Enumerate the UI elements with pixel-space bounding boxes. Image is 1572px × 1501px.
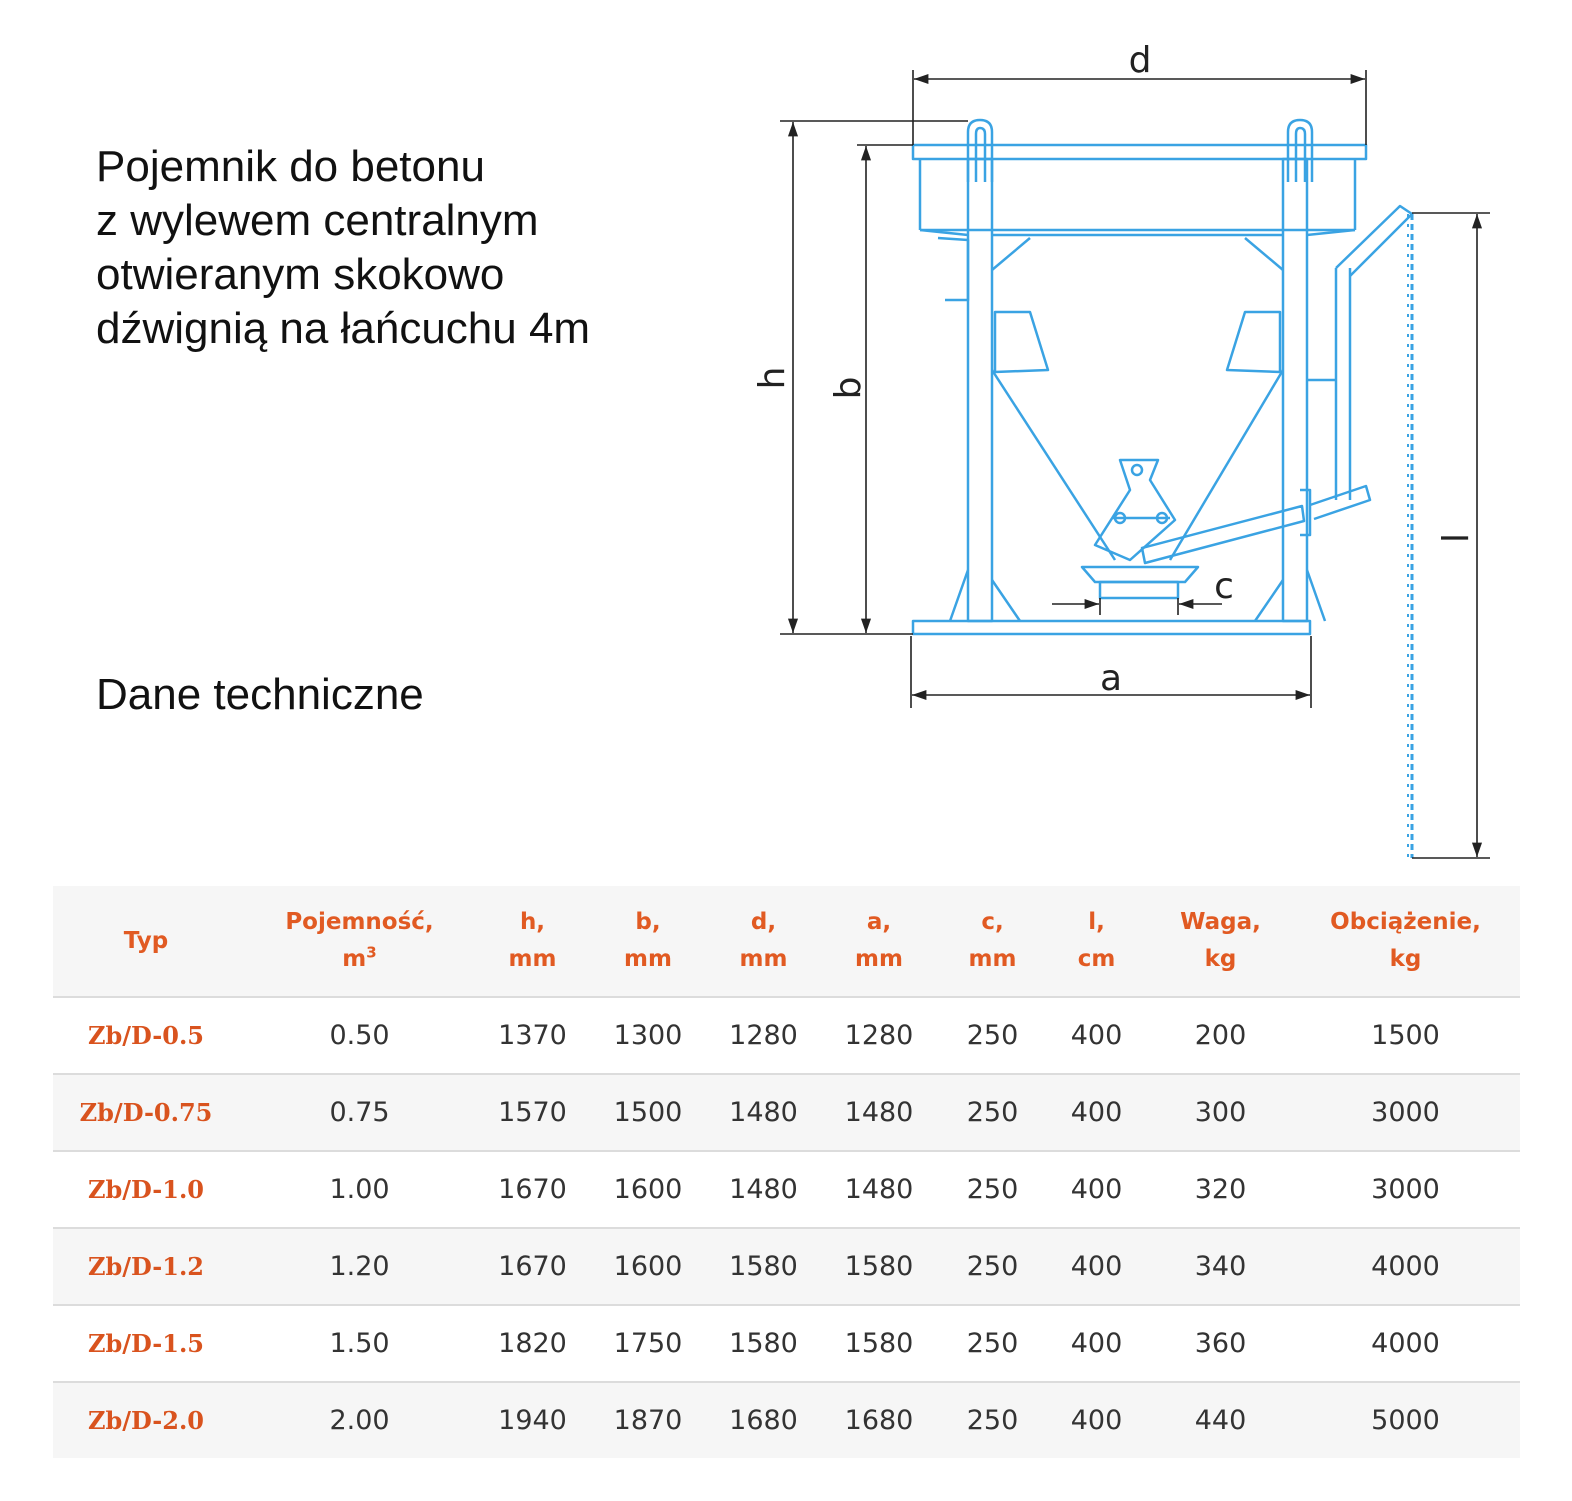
table-row <box>53 1382 1520 1458</box>
dimension-lines <box>780 70 1490 858</box>
cell-c: 250 <box>942 1151 1043 1228</box>
cell-capacity: 0.50 <box>239 997 480 1074</box>
col-header-line2: mm <box>508 946 557 972</box>
cell-b: 1500 <box>585 1074 711 1151</box>
col-header-c <box>942 886 1043 997</box>
col-header-line1: Pojemność, <box>285 909 434 935</box>
cell-weight: 440 <box>1150 1382 1291 1458</box>
heading-line-1: Pojemnik do betonu <box>96 142 485 191</box>
col-header-a <box>816 886 942 997</box>
cell-type: Zb/D-0.75 <box>53 1074 239 1151</box>
cell-l: 400 <box>1043 1305 1150 1382</box>
col-header-h <box>480 886 585 997</box>
cell-h: 1820 <box>480 1305 585 1382</box>
cell-load: 5000 <box>1291 1382 1520 1458</box>
col-header-line1: Waga, <box>1180 909 1261 935</box>
cell-b: 1600 <box>585 1151 711 1228</box>
cell-c: 250 <box>942 1074 1043 1151</box>
technical-drawing <box>740 20 1530 870</box>
col-header-line2: mm <box>968 946 1017 972</box>
cell-type: Zb/D-1.0 <box>53 1151 239 1228</box>
bucket-frame <box>913 120 1412 634</box>
table-row <box>53 1228 1520 1305</box>
cell-a: 1280 <box>816 997 942 1074</box>
cell-l: 400 <box>1043 1382 1150 1458</box>
cell-weight: 320 <box>1150 1151 1291 1228</box>
cell-capacity: 1.00 <box>239 1151 480 1228</box>
col-header-line1: l, <box>1088 909 1105 935</box>
cell-load: 4000 <box>1291 1305 1520 1382</box>
col-header-line1: b, <box>635 909 661 935</box>
cell-a: 1480 <box>816 1074 942 1151</box>
cell-load: 3000 <box>1291 1151 1520 1228</box>
cell-h: 1940 <box>480 1382 585 1458</box>
table-row <box>53 997 1520 1074</box>
col-header-line2: kg <box>1204 946 1237 972</box>
col-header-b <box>585 886 711 997</box>
col-header-line1: c, <box>981 909 1004 935</box>
col-header-line1: h, <box>519 909 546 935</box>
cell-d: 1480 <box>711 1074 816 1151</box>
dim-label-h: h <box>752 366 793 390</box>
dim-label-a: a <box>1099 658 1123 699</box>
col-header-line1: Obciążenie, <box>1330 909 1481 935</box>
cell-h: 1570 <box>480 1074 585 1151</box>
heading-line-2: z wylewem centralnym <box>96 196 539 245</box>
cell-type: Zb/D-2.0 <box>53 1382 239 1458</box>
heading-line-3: otwieranym skokowo <box>96 250 505 299</box>
cell-load: 1500 <box>1291 997 1520 1074</box>
cell-h: 1670 <box>480 1228 585 1305</box>
cell-a: 1580 <box>816 1305 942 1382</box>
cell-weight: 340 <box>1150 1228 1291 1305</box>
dim-label-c: c <box>1214 566 1234 607</box>
cell-type: Zb/D-0.5 <box>53 997 239 1074</box>
cell-l: 400 <box>1043 1228 1150 1305</box>
cell-weight: 200 <box>1150 997 1291 1074</box>
col-header-pojemnosc <box>239 886 480 997</box>
cell-capacity: 1.20 <box>239 1228 480 1305</box>
cell-load: 4000 <box>1291 1228 1520 1305</box>
cell-b: 1300 <box>585 997 711 1074</box>
cell-a: 1680 <box>816 1382 942 1458</box>
cell-type: Zb/D-1.2 <box>53 1228 239 1305</box>
col-header-d <box>711 886 816 997</box>
cell-weight: 360 <box>1150 1305 1291 1382</box>
cell-c: 250 <box>942 1382 1043 1458</box>
cell-c: 250 <box>942 1305 1043 1382</box>
cell-d: 1580 <box>711 1228 816 1305</box>
dim-label-d: d <box>1128 40 1152 81</box>
cell-weight: 300 <box>1150 1074 1291 1151</box>
cell-type: Zb/D-1.5 <box>53 1305 239 1382</box>
dim-label-b: b <box>828 376 869 400</box>
chain <box>1408 214 1412 858</box>
cell-a: 1580 <box>816 1228 942 1305</box>
cell-l: 400 <box>1043 1151 1150 1228</box>
col-header-line1: d, <box>750 909 777 935</box>
dim-label-l: l <box>1436 532 1477 544</box>
cell-load: 3000 <box>1291 1074 1520 1151</box>
cell-d: 1280 <box>711 997 816 1074</box>
col-header-line2: mm <box>624 946 672 972</box>
cell-d: 1680 <box>711 1382 816 1458</box>
cell-l: 400 <box>1043 997 1150 1074</box>
col-header-line2: m <box>342 946 367 972</box>
cell-capacity: 2.00 <box>239 1382 480 1458</box>
cell-a: 1480 <box>816 1151 942 1228</box>
col-header-line2: kg <box>1389 946 1422 972</box>
heading-line-4: dźwignią na łańcuchu 4m <box>96 304 591 353</box>
technical-data-table <box>53 886 1520 1458</box>
table-row <box>53 1305 1520 1382</box>
table-row <box>53 1151 1520 1228</box>
section-title: Dane techniczne <box>96 670 424 719</box>
cell-h: 1370 <box>480 997 585 1074</box>
table-row <box>53 1074 1520 1151</box>
col-header-typ <box>53 886 239 997</box>
cell-c: 250 <box>942 1228 1043 1305</box>
cell-b: 1600 <box>585 1228 711 1305</box>
col-header-obciazenie <box>1291 886 1520 997</box>
col-header-line2: cm <box>1077 946 1116 972</box>
cell-c: 250 <box>942 997 1043 1074</box>
cell-capacity: 0.75 <box>239 1074 480 1151</box>
cell-h: 1670 <box>480 1151 585 1228</box>
cell-b: 1750 <box>585 1305 711 1382</box>
cell-capacity: 1.50 <box>239 1305 480 1382</box>
col-header-line1: a, <box>866 909 892 935</box>
col-header-line2: mm <box>855 946 903 972</box>
table-header-row <box>53 886 1520 997</box>
cell-l: 400 <box>1043 1074 1150 1151</box>
col-header-line1: Typ <box>123 927 169 954</box>
col-header-line2: mm <box>739 946 788 972</box>
cell-d: 1480 <box>711 1151 816 1228</box>
col-header-waga <box>1150 886 1291 997</box>
product-heading <box>96 140 716 356</box>
cell-d: 1580 <box>711 1305 816 1382</box>
col-header-l <box>1043 886 1150 997</box>
cell-b: 1870 <box>585 1382 711 1458</box>
col-header-superscript: 3 <box>366 943 377 962</box>
